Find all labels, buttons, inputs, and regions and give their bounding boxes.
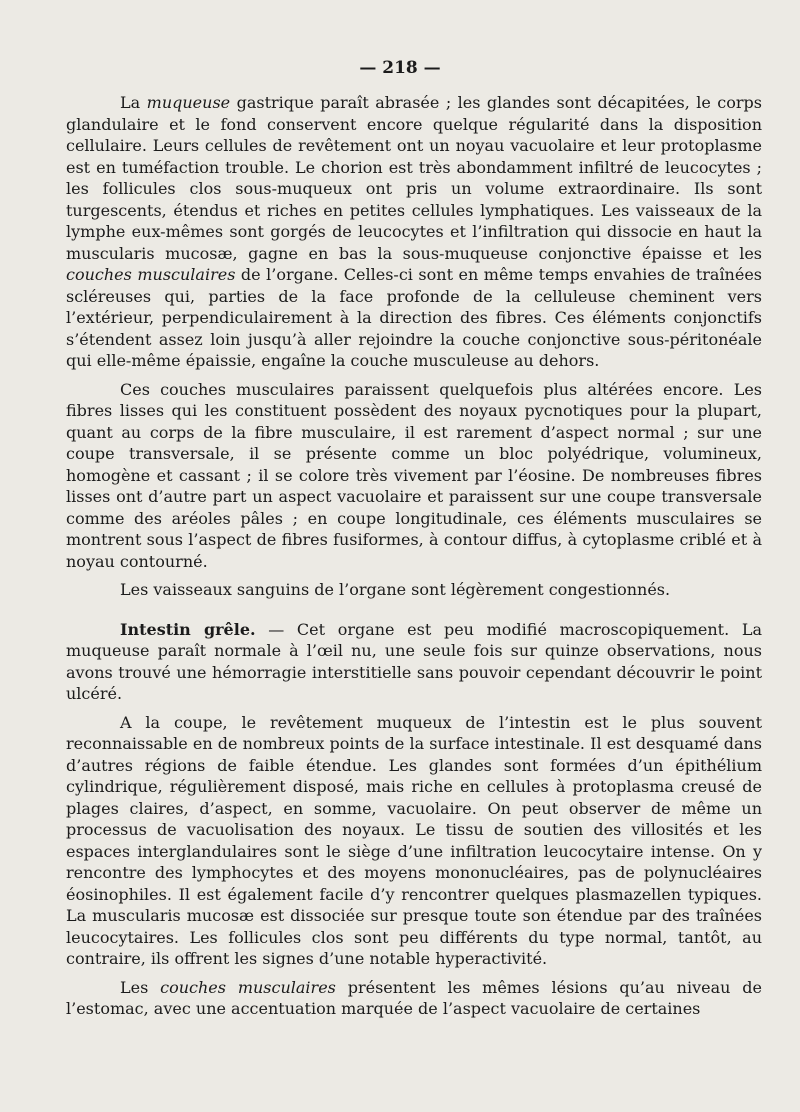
paragraph-couches-musculaires-intestin (66, 977, 762, 1020)
italic-term-couches-musculaires: couches musculaires (160, 977, 336, 997)
paragraph-muqueuse (66, 92, 762, 372)
body-text (66, 92, 762, 1020)
paragraph-couches-musculaires: Ces couches musculaires paraissent quelquefois plus altérées encore. Les fibres lisses qui les constituent possèdent des noyaux pycnotiques pour la plupart, quant au corps de la fibre musculaire, il est rarement d’aspect normal ; sur une coupe transversale, il se présente comme un bloc polyédrique, volumineux, homogène et cassant ; il se colore très vivement par l’éosine. De nombreuses fibres lisses ont d’autre part un aspect vacuolaire et paraissent sur une coupe transversale comme des aréoles pâles ; en coupe longitudinale, ces éléments musculaires se montrent sous l’aspect de fibres fusiformes, à contour diffus, à cytoplasme criblé et à noyau contourné. (66, 379, 762, 571)
section-heading: Intestin grêle. (120, 619, 256, 639)
page-number: — 218 — (359, 58, 441, 78)
paragraph-a-la-coupe: A la coupe, le revêtement muqueux de l’intestin est le plus souvent reconnaissable en de nombreux points de la surface intestinale. Il est desquamé dans d’autres régions de faible étendue. Les glandes sont formées d’un épithélium cylindrique, régulièrement disposé, mais riche en cellules à protoplasma creusé de plages claires, d’aspect, en somme, vacuolaire. On peut observer de même un processus de vacuolisation des noyaux. Le tissu de soutien des villosités et les espaces interglandulaires sont le siège d’une infiltration leucocytaire intense. On y rencontre des lymphocytes et des moyens mononucléaires, pas de polynucléaires éosinophiles. Il est également facile d’y rencontrer quelques plasmazellen typiques. La muscularis mucosæ est dissociée sur presque toute son étendue par des traînées leucocytaires. Les follicules clos sont peu différents du type normal, tantôt, au contraire, ils offrent les signes d’une notable hyperactivité. (66, 712, 762, 968)
text-run: La (120, 93, 147, 112)
text-run: présentent les mêmes lésions qu’au niveau de l’estomac, avec une accentuation marquée de l’aspect vacuolaire de certaines (66, 977, 763, 1018)
text-run: — Cet organe est peu modifié macroscopiquement. La muqueuse paraît normale à l’œil nu, une seule fois sur quinze observations, nous avons trouvé une hémorragie interstitielle sans pouvoir cependant découvrir le point ulcéré. (66, 619, 762, 703)
text-run: Les (120, 977, 161, 997)
text-run: de l’organe. Celles-ci sont en même temps envahies de traînées scléreuses qui, parties de la face profonde de la celluleuse cheminent vers l’extérieur, perpendiculairement à la direction des fibres. Ces éléments conjonctifs s’étendent assez loin jusqu’à aller rejoindre la couche conjonctive sous-péritonéale qui elle-même épaissie, engaîne la couche musculeuse au dehors. (66, 265, 763, 370)
paragraph-vaisseaux: Les vaisseaux sanguins de l’organe sont légèrement congestionnés. (120, 580, 671, 599)
italic-term-muqueuse: muqueuse (146, 93, 231, 112)
paragraph-intestin-grele (66, 619, 762, 705)
text-run: gastrique paraît abrasée ; les glandes sont décapitées, le corps glandulaire et le fond conservent encore quelque régularité dans la disposition cellulaire. Leurs cellules de revêtement ont un noyau vacuolaire et leur protoplasme est en tuméfaction trouble. Le chorion est très abondamment infiltré de leucocytes ; les follicules clos sous-muqueux ont pris un volume extraordinaire. Ils sont turgescents, étendus et riches en petites cellules lymphatiques. Les vaisseaux de la lymphe eux-mêmes sont gorgés de leucocytes et l’infiltration qui dissocie en haut la muscularis mucosæ, gagne en bas la sous-muqueuse conjonctive épaisse et les (66, 93, 763, 263)
italic-term-couches-musculaires: couches musculaires (66, 265, 236, 284)
